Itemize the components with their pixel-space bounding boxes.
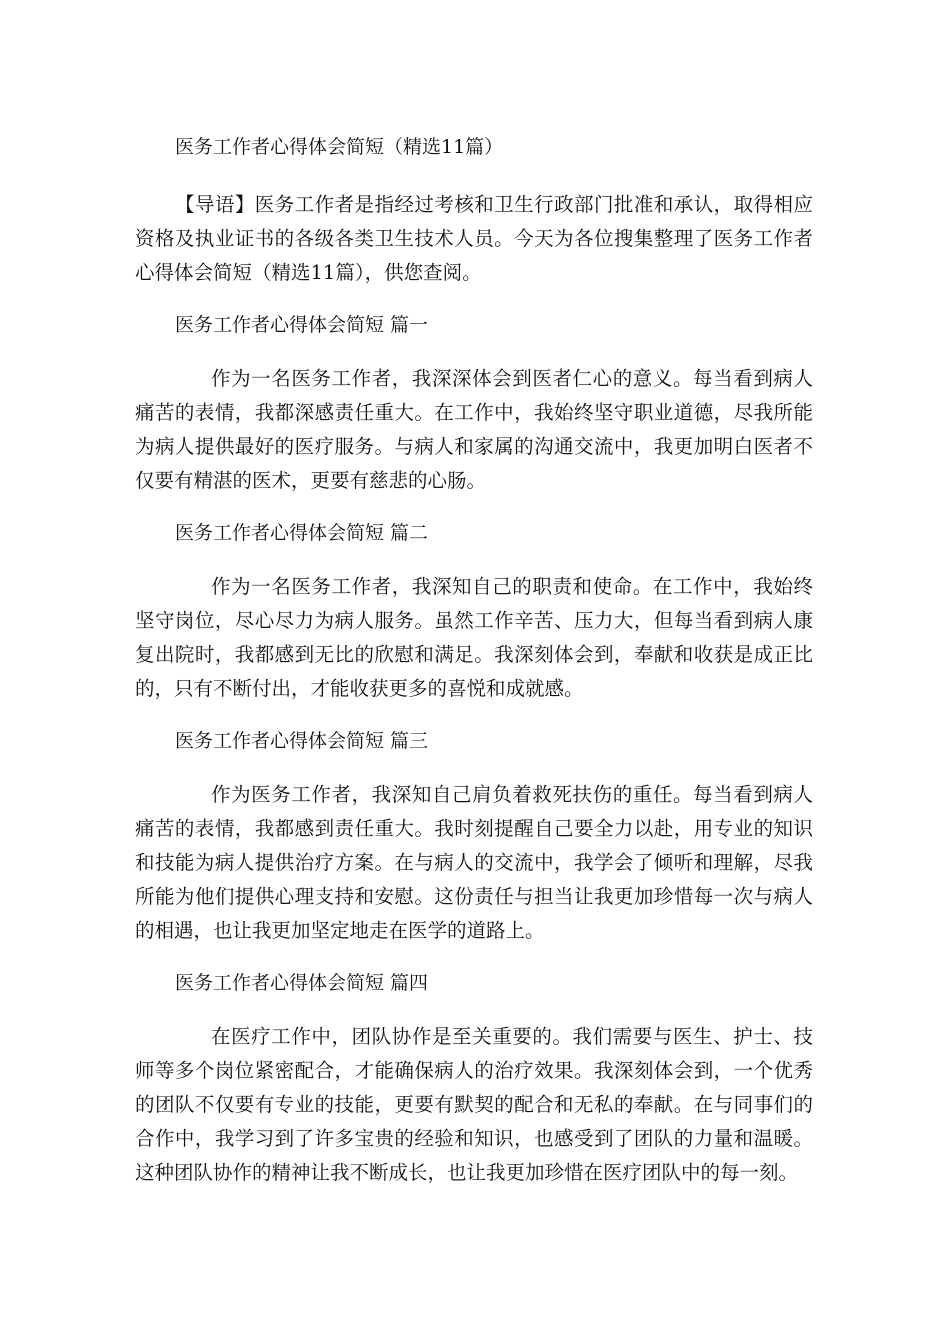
section-heading-3: 医务工作者心得体会简短 篇三 <box>175 730 429 752</box>
document-title: 医务工作者心得体会简短（精选11篇） <box>175 136 504 158</box>
section-heading-4: 医务工作者心得体会简短 篇四 <box>175 972 429 994</box>
section-body-2: 作为一名医务工作者，我深知自己的职责和使命。在工作中，我始终坚守岗位，尽心尽力为病人服务。虽然工作辛苦、压力大，但每当看到病人康复出院时，我都感到无比的欣慰和满足。我深刻体会到，奉献和收获是成正比的，只有不断付出，才能收获更多的喜悦和成就感。 <box>135 575 813 700</box>
section-body-1: 作为一名医务工作者，我深深体会到医者仁心的意义。每当看到病人痛苦的表情，我都深感责任重大。在工作中，我始终坚守职业道德，尽我所能为病人提供最好的医疗服务。与病人和家属的沟通交流中，我更加明白医者不仅要有精湛的医术，更要有慈悲的心肠。 <box>135 367 813 492</box>
section-heading-2: 医务工作者心得体会简短 篇二 <box>175 522 429 544</box>
intro-paragraph: 【导语】医务工作者是指经过考核和卫生行政部门批准和承认，取得相应资格及执业证书的各级各类卫生技术人员。今天为各位搜集整理了医务工作者心得体会简短（精选11篇），供您查阅。 <box>135 193 813 284</box>
section-body-4: 在医疗工作中，团队协作是至关重要的。我们需要与医生、护士、技师等多个岗位紧密配合，才能确保病人的治疗效果。我深刻体会到，一个优秀的团队不仅要有专业的技能，更要有默契的配合和无私的奉献。在与同事们的合作中，我学习到了许多宝贵的经验和知识，也感受到了团队的力量和温暖。这种团队协作的精神让我不断成长，也让我更加珍惜在医疗团队中的每一刻。 <box>135 1025 813 1184</box>
section-heading-1: 医务工作者心得体会简短 篇一 <box>175 314 429 336</box>
section-body-3: 作为医务工作者，我深知自己肩负着救死扶伤的重任。每当看到病人痛苦的表情，我都感到责任重大。我时刻提醒自己要全力以赴，用专业的知识和技能为病人提供治疗方案。在与病人的交流中，我学会了倾听和理解，尽我所能为他们提供心理支持和安慰。这份责任与担当让我更加珍惜每一次与病人的相遇，也让我更加坚定地走在医学的道路上。 <box>135 783 813 942</box>
